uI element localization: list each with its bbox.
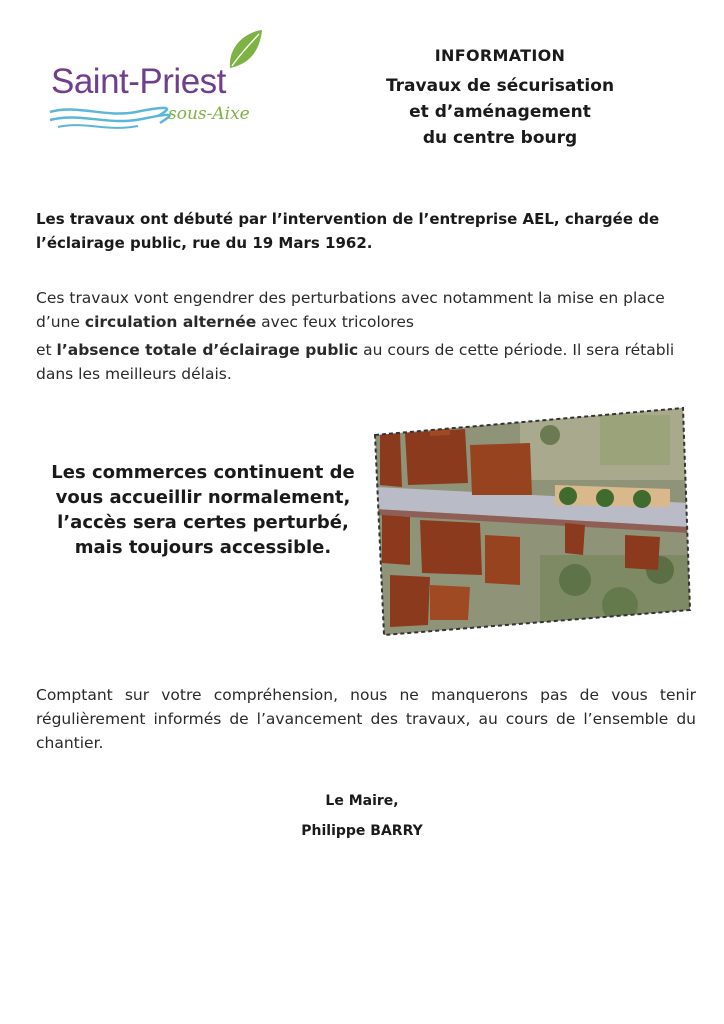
signature-block [262,786,462,846]
commerce-line-2: vous accueillir normalement, [55,487,351,508]
perturbation-paragraph [36,286,696,334]
signature-name: Philippe BARRY [301,823,423,839]
intro-paragraph: Les travaux ont débuté par l’intervention de l’entreprise AEL, chargée de l’éclairage public, rue du 19 Mars 1962. [36,210,660,252]
p1-text-end: avec feux tricolores [256,313,414,331]
commerce-line-3: l’accès sera certes perturbé, [57,512,349,533]
signature-role: Le Maire, [325,793,399,809]
heading-line-1: Travaux de sécurisation [385,76,615,96]
commerce-line-1: Les commerces continuent de [51,462,355,483]
heading-line-3: du centre bourg [422,128,578,148]
lighting-paragraph [36,338,696,386]
logo-name: Saint-Priest [51,62,226,101]
heading-line-2: et d’aménagement [409,102,591,122]
leaf-icon [230,30,262,68]
p1-bold-text: circulation alternée [84,313,257,331]
document-heading [360,46,640,151]
p2-bold-text: l’absence totale d’éclairage public [56,341,359,359]
municipality-logo [46,28,276,138]
waves-icon [50,108,170,128]
p2-text-start: et [36,341,57,359]
p1-text-start: Ces travaux vont engendrer des perturbations avec notamment la mise en place d’une [36,289,665,331]
closing-paragraph: Comptant sur votre compréhension, nous ne manquerons pas de vous tenir régulièrement informés de l’avancement des travaux, au cours de l’ensemble du chantier. [36,686,696,752]
logo-subtitle: sous-Aixe [168,104,250,124]
document-title: INFORMATION [434,46,566,65]
commerce-line-4: mais toujours accessible. [74,537,332,558]
commerce-notice [38,460,368,560]
p2-text-end: au cours de cette période. Il sera rétabli dans les meilleurs délais. [36,341,675,383]
aerial-map-icon [370,405,695,640]
